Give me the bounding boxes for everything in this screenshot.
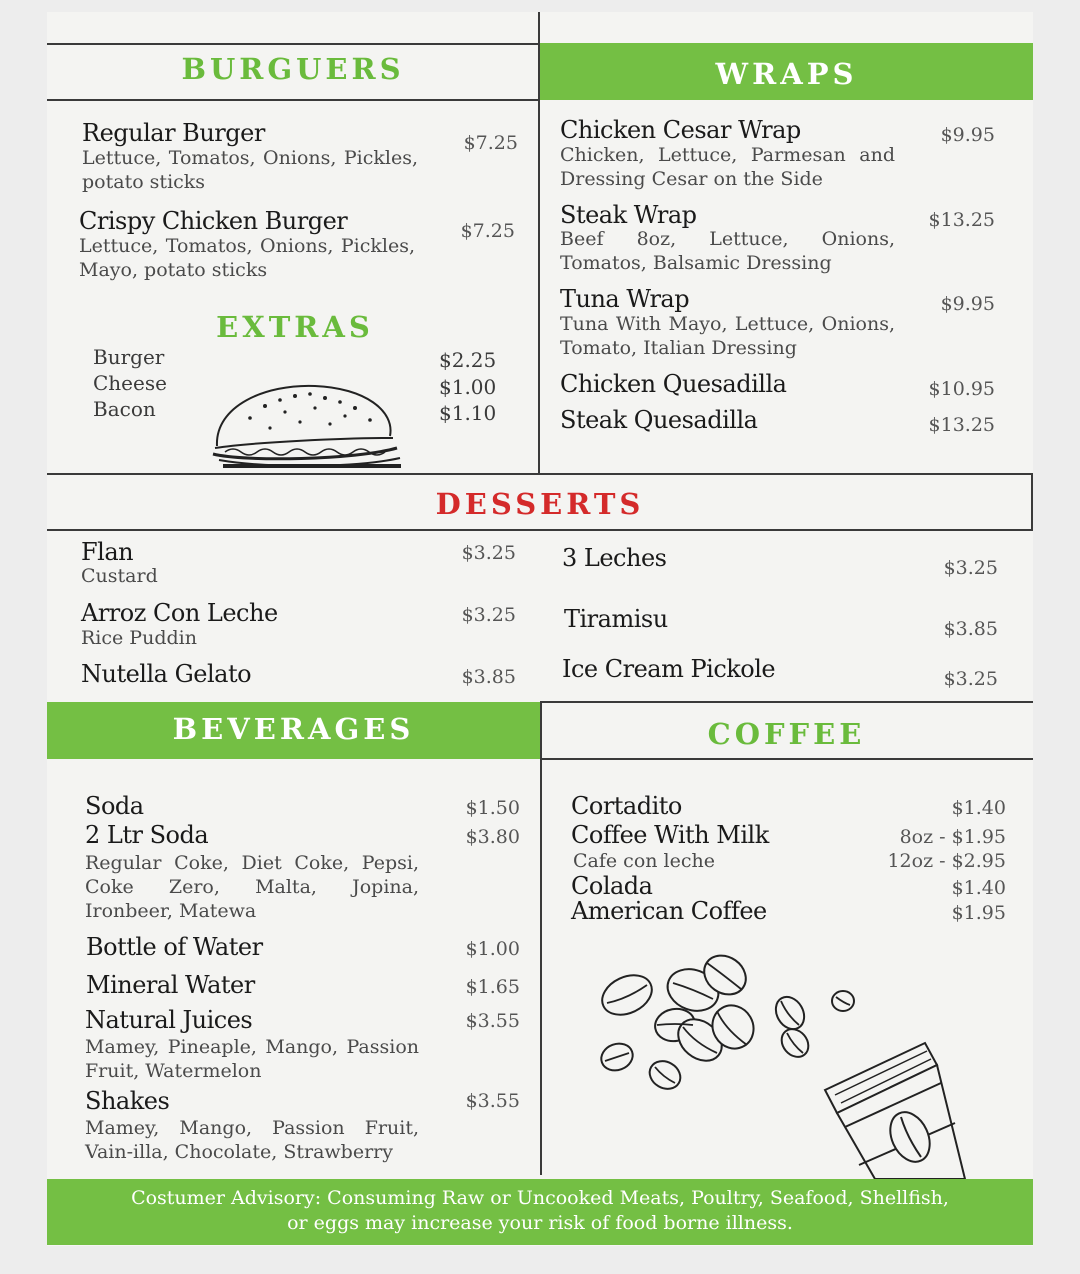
dessert-item-desc: Custard: [81, 565, 158, 587]
wrap-item-desc: Tuna With Mayo, Lettuce, Onions, Tomato, Italian Dressing: [560, 313, 895, 359]
coffee-item-desc: Cafe con leche: [573, 850, 715, 872]
wrap-item-price: $13.25: [928, 209, 995, 231]
beverage-item-desc: Mamey, Mango, Passion Fruit, Vain-illa, Chocolate, Strawberry: [85, 1117, 419, 1163]
dessert-item-price: $3.85: [461, 666, 516, 688]
coffee-item-name: Colada: [571, 872, 653, 900]
beverage-item-price: $1.65: [465, 976, 520, 998]
coffee-item-price: 12oz - $2.95: [887, 850, 1006, 872]
dessert-item-price: $3.25: [461, 604, 516, 626]
extra-item-name: Cheese: [93, 371, 167, 395]
coffee-item-price: $1.40: [951, 877, 1006, 899]
coffee-item-name: Cortadito: [571, 792, 682, 820]
beverage-item-desc: Mamey, Pineaple, Mango, Passion Fruit, Watermelon: [85, 1036, 419, 1082]
dessert-item-price: $3.85: [943, 618, 998, 640]
burger-item-desc: Lettuce, Tomatos, Onions, Pickles, Mayo, potato sticks: [79, 235, 415, 281]
beverage-item-price: $3.80: [465, 826, 520, 848]
wrap-item-price: $13.25: [928, 414, 995, 436]
coffee-header-top-line: [540, 701, 1033, 703]
wrap-item-price: $9.95: [940, 293, 995, 315]
dessert-item-price: $3.25: [943, 668, 998, 690]
coffee-header-bottom-line: [540, 758, 1033, 760]
burger-item-price: $7.25: [460, 220, 515, 242]
dessert-item-name: Nutella Gelato: [81, 660, 252, 688]
beverage-item-price: $1.50: [465, 797, 520, 819]
beverage-item-price: $3.55: [465, 1010, 520, 1032]
burgers-header-bottom-line: [47, 99, 539, 101]
coffee-item-price: $1.95: [951, 902, 1006, 924]
extra-item-name: Bacon: [93, 397, 156, 421]
burger-item-name: Regular Burger: [82, 119, 265, 147]
advisory-line-2: or eggs may increase your risk of food borne illness.: [287, 1212, 793, 1234]
beverages-title: BEVERAGES: [172, 712, 415, 746]
beverage-item-name: Bottle of Water: [86, 933, 263, 961]
wraps-title: WRAPS: [715, 57, 858, 91]
coffee-item-name: American Coffee: [571, 897, 767, 925]
burgers-title: BURGUERS: [181, 52, 405, 86]
wrap-item-desc: Beef 8oz, Lettuce, Onions, Tomatos, Balsamic Dressing: [560, 228, 895, 274]
dessert-item-name: Arroz Con Leche: [81, 599, 278, 627]
desserts-title: DESSERTS: [435, 487, 645, 521]
wrap-item-name: Chicken Quesadilla: [560, 370, 787, 398]
dessert-item-price: $3.25: [461, 542, 516, 564]
beverage-item-price: $3.55: [465, 1090, 520, 1112]
customer-advisory-banner: [47, 1179, 1033, 1245]
coffee-title: COFFEE: [707, 717, 866, 751]
burger-illustration: [205, 376, 405, 473]
wrap-item-desc: Chicken, Lettuce, Parmesan and Dressing Cesar on the Side: [560, 144, 895, 190]
coffee-cup-illustration: [815, 1035, 980, 1179]
burger-item-price: $7.25: [463, 132, 518, 154]
beverage-item-name: Soda: [85, 792, 144, 820]
bottom-divider: [540, 702, 542, 1175]
beverage-item-name: Mineral Water: [86, 971, 255, 999]
dessert-item-name: 3 Leches: [562, 544, 667, 572]
dessert-item-price: $3.25: [943, 557, 998, 579]
beverage-item-desc: Regular Coke, Diet Coke, Pepsi, Coke Zero, Malta, Jopina, Ironbeer, Matewa: [85, 852, 419, 922]
burgers-header-top-line: [47, 43, 539, 45]
beverage-item-name: Shakes: [85, 1087, 170, 1115]
wrap-item-name: Steak Wrap: [560, 201, 697, 229]
wrap-item-name: Steak Quesadilla: [560, 406, 758, 434]
beverage-item-name: 2 Ltr Soda: [85, 821, 209, 849]
extra-item-price: $2.25: [439, 348, 497, 372]
beverage-item-name: Natural Juices: [85, 1006, 253, 1034]
advisory-line-1: Costumer Advisory: Consuming Raw or Uncooked Meats, Poultry, Seafood, Shellfish,: [131, 1187, 949, 1209]
beverage-item-price: $1.00: [465, 938, 520, 960]
top-section-bottom-line: [47, 473, 1033, 475]
wrap-item-price: $9.95: [940, 124, 995, 146]
burger-item-desc: Lettuce, Tomatos, Onions, Pickles, potato sticks: [82, 147, 418, 193]
extra-item-name: Burger: [93, 345, 165, 369]
dessert-item-name: Ice Cream Pickole: [562, 655, 776, 683]
coffee-item-price: $1.40: [951, 797, 1006, 819]
burger-item-name: Crispy Chicken Burger: [79, 207, 348, 235]
extra-item-price: $1.00: [439, 375, 497, 399]
coffee-item-name: Coffee With Milk: [571, 821, 769, 849]
dessert-item-name: Flan: [81, 538, 134, 566]
wrap-item-name: Tuna Wrap: [560, 285, 690, 313]
dessert-item-name: Tiramisu: [564, 605, 668, 633]
desserts-header-bottom-line: [47, 529, 1033, 531]
extras-title: EXTRAS: [216, 310, 374, 344]
wrap-item-name: Chicken Cesar Wrap: [560, 116, 801, 144]
coffee-item-price: 8oz - $1.95: [899, 826, 1006, 848]
dessert-item-desc: Rice Puddin: [81, 627, 197, 649]
extra-item-price: $1.10: [439, 401, 497, 425]
wrap-item-price: $10.95: [928, 378, 995, 400]
